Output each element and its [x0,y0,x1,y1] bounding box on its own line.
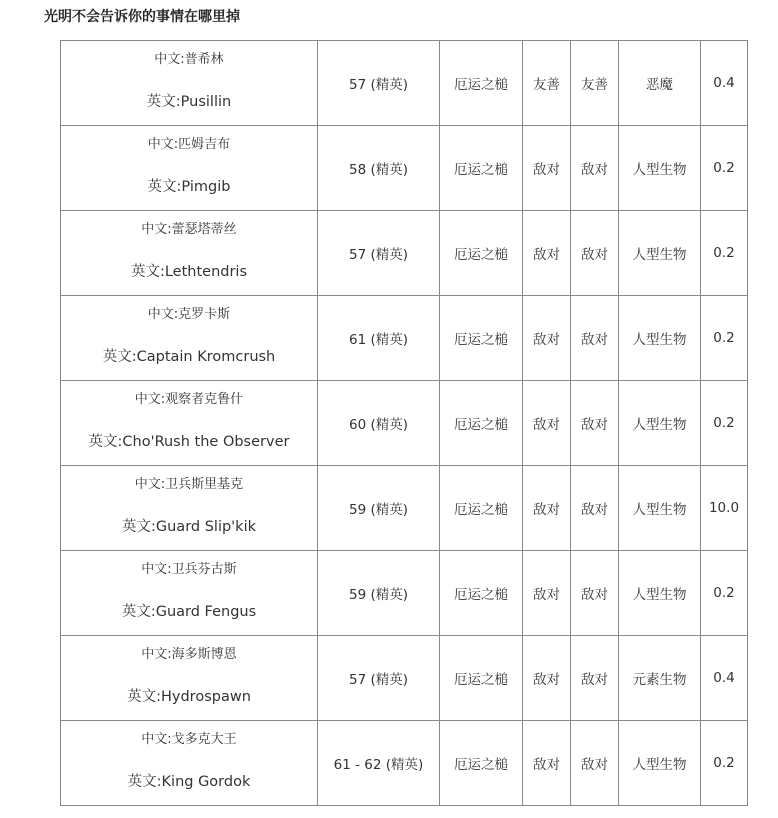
faction-horde-cell: 敌对 [571,296,619,381]
faction-horde-cell: 敌对 [571,636,619,721]
npc-name-en: 英文:Guard Slip'kik [122,519,256,535]
creature-type-cell: 人型生物 [619,466,701,551]
table-row [61,126,748,211]
zone-cell: 厄运之槌 [440,721,523,806]
drop-rate-cell: 0.2 [701,126,748,211]
creature-type-cell: 人型生物 [619,296,701,381]
npc-name-cell [61,466,318,551]
drop-rate-cell: 0.4 [701,636,748,721]
faction-horde-cell: 敌对 [571,381,619,466]
level-cell: 59 (精英) [318,466,440,551]
drop-table [60,40,748,806]
npc-name-cn: 中文:克罗卡斯 [147,307,231,322]
npc-name-en: 英文:Cho'Rush the Observer [88,434,290,450]
npc-name-en: 英文:Pusillin [146,94,232,110]
table-row [61,721,748,806]
table-row [61,551,748,636]
level-cell: 61 - 62 (精英) [318,721,440,806]
creature-type-cell: 人型生物 [619,721,701,806]
zone-cell: 厄运之槌 [440,41,523,126]
npc-name-cell [61,551,318,636]
npc-name-cn: 中文:普希林 [154,52,224,67]
level-cell: 57 (精英) [318,211,440,296]
npc-name-cn: 中文:匹姆吉布 [147,137,231,152]
faction-alliance-cell: 敌对 [523,721,571,806]
page-title: 光明不会告诉你的事情在哪里掉 [44,9,240,25]
faction-horde-cell: 敌对 [571,126,619,211]
zone-cell: 厄运之槌 [440,296,523,381]
drop-rate-cell: 0.2 [701,296,748,381]
faction-alliance-cell: 友善 [523,41,571,126]
npc-name-cell [61,41,318,126]
npc-name-en: 英文:Guard Fengus [121,604,257,620]
npc-name-cell [61,296,318,381]
faction-alliance-cell: 敌对 [523,551,571,636]
faction-alliance-cell: 敌对 [523,466,571,551]
npc-name-en: 英文:Lethtendris [130,264,248,280]
table-row [61,381,748,466]
npc-name-en: 英文:King Gordok [127,774,251,790]
creature-type-cell: 恶魔 [619,41,701,126]
level-cell: 61 (精英) [318,296,440,381]
npc-name-cn: 中文:观察者克鲁什 [134,392,244,407]
npc-name-cn: 中文:海多斯博恩 [141,647,237,662]
faction-horde-cell: 友善 [571,41,619,126]
zone-cell: 厄运之槌 [440,466,523,551]
faction-alliance-cell: 敌对 [523,211,571,296]
faction-alliance-cell: 敌对 [523,381,571,466]
table-row [61,466,748,551]
table-row [61,296,748,381]
faction-alliance-cell: 敌对 [523,296,571,381]
faction-horde-cell: 敌对 [571,721,619,806]
zone-cell: 厄运之槌 [440,381,523,466]
npc-name-cell [61,721,318,806]
faction-horde-cell: 敌对 [571,466,619,551]
npc-name-en: 英文:Pimgib [147,179,231,195]
level-cell: 57 (精英) [318,41,440,126]
faction-horde-cell: 敌对 [571,551,619,636]
npc-name-cell [61,211,318,296]
faction-alliance-cell: 敌对 [523,636,571,721]
zone-cell: 厄运之槌 [440,551,523,636]
zone-cell: 厄运之槌 [440,126,523,211]
faction-horde-cell: 敌对 [571,211,619,296]
creature-type-cell: 人型生物 [619,211,701,296]
creature-type-cell: 人型生物 [619,126,701,211]
level-cell: 58 (精英) [318,126,440,211]
drop-rate-cell: 0.2 [701,381,748,466]
level-cell: 60 (精英) [318,381,440,466]
level-cell: 57 (精英) [318,636,440,721]
table-row [61,211,748,296]
table-row [61,636,748,721]
drop-rate-cell: 0.2 [701,721,748,806]
drop-rate-cell: 0.4 [701,41,748,126]
npc-name-cn: 中文:卫兵芬古斯 [141,562,237,577]
npc-name-cell [61,126,318,211]
npc-name-cn: 中文:戈多克大王 [141,732,237,747]
npc-name-en: 英文:Hydrospawn [127,689,251,705]
npc-name-cn: 中文:卫兵斯里基克 [134,477,244,492]
creature-type-cell: 人型生物 [619,381,701,466]
level-cell: 59 (精英) [318,551,440,636]
table-row [61,41,748,126]
drop-rate-cell: 0.2 [701,211,748,296]
creature-type-cell: 元素生物 [619,636,701,721]
npc-name-cell [61,636,318,721]
creature-type-cell: 人型生物 [619,551,701,636]
npc-name-en: 英文:Captain Kromcrush [102,349,276,365]
drop-rate-cell: 10.0 [701,466,748,551]
npc-name-cn: 中文:蕾瑟塔蒂丝 [141,222,237,237]
npc-name-cell [61,381,318,466]
faction-alliance-cell: 敌对 [523,126,571,211]
zone-cell: 厄运之槌 [440,636,523,721]
drop-rate-cell: 0.2 [701,551,748,636]
zone-cell: 厄运之槌 [440,211,523,296]
